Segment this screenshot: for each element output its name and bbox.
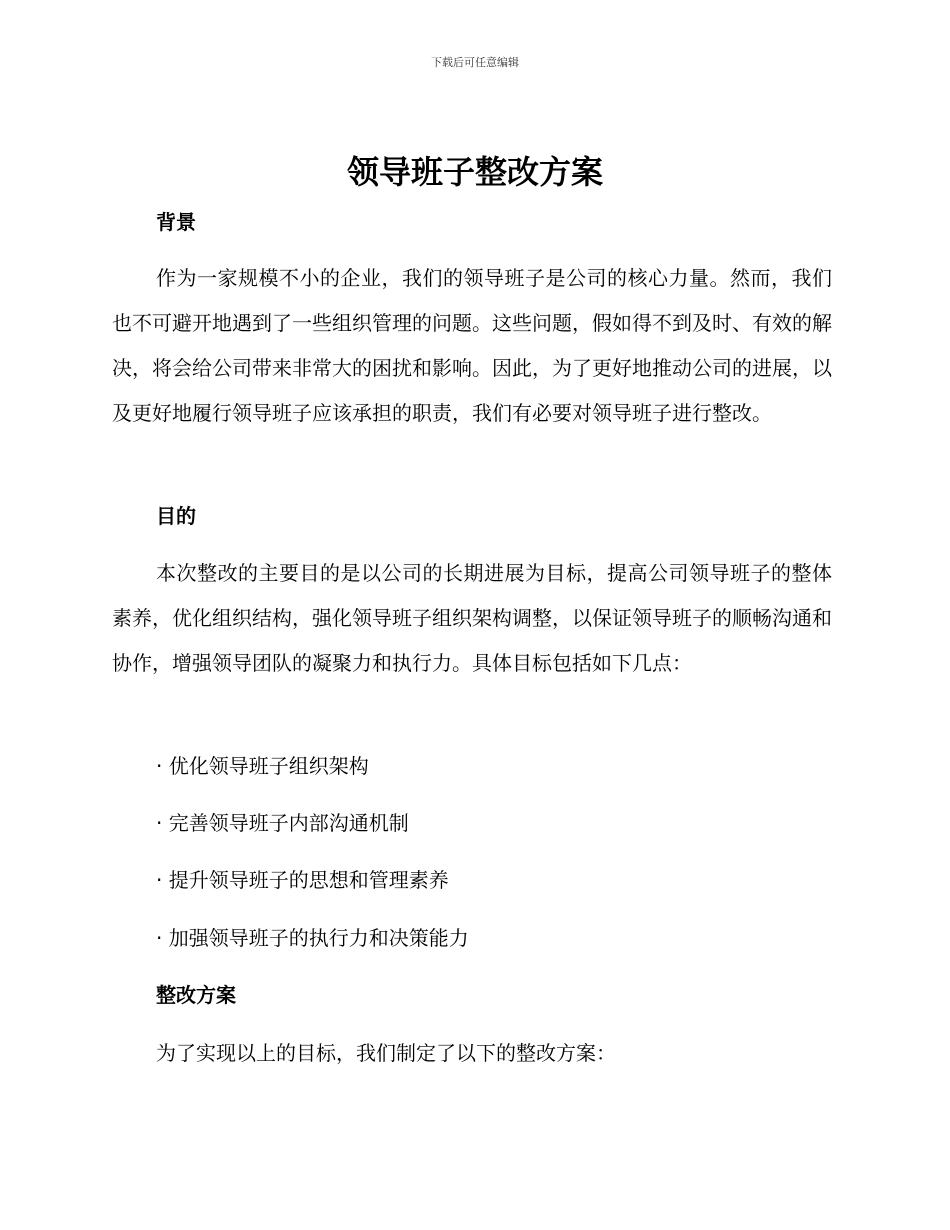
list-item: · 加强领导班子的执行力和决策能力: [156, 926, 469, 950]
document-title: 领导班子整改方案: [346, 153, 603, 191]
list-item: · 完善领导班子内部沟通机制: [156, 811, 409, 835]
purpose-paragraph: 本次整改的主要目的是以公司的长期进展为目标，提高公司领导班子的整体素养，优化组织结构，强化领导班子组织架构调整，以保证领导班子的顺畅沟通和协作，增强领导团队的凝聚力和执行力。具体目标包括如下几点：: [112, 561, 832, 675]
list-item: · 提升领导班子的思想和管理素养: [156, 868, 449, 892]
section-heading-plan: 整改方案: [156, 983, 236, 1007]
list-item: · 优化领导班子组织架构: [156, 754, 369, 778]
section-heading-background: 背景: [156, 210, 196, 234]
section-heading-purpose: 目的: [156, 504, 196, 528]
plan-intro: 为了实现以上的目标，我们制定了以下的整改方案：: [156, 1041, 616, 1065]
page-header-note: 下载后可任意编辑: [431, 56, 519, 69]
background-paragraph: 作为一家规模不小的企业，我们的领导班子是公司的核心力量。然而，我们也不可避开地遇到了一些组织管理的问题。这些问题，假如得不到及时、有效的解决，将会给公司带来非常大的困扰和影响。因此，为了更好地推动公司的进展，以及更好地履行领导班子应该承担的职责，我们有必要对领导班子进行整改。: [112, 266, 832, 425]
